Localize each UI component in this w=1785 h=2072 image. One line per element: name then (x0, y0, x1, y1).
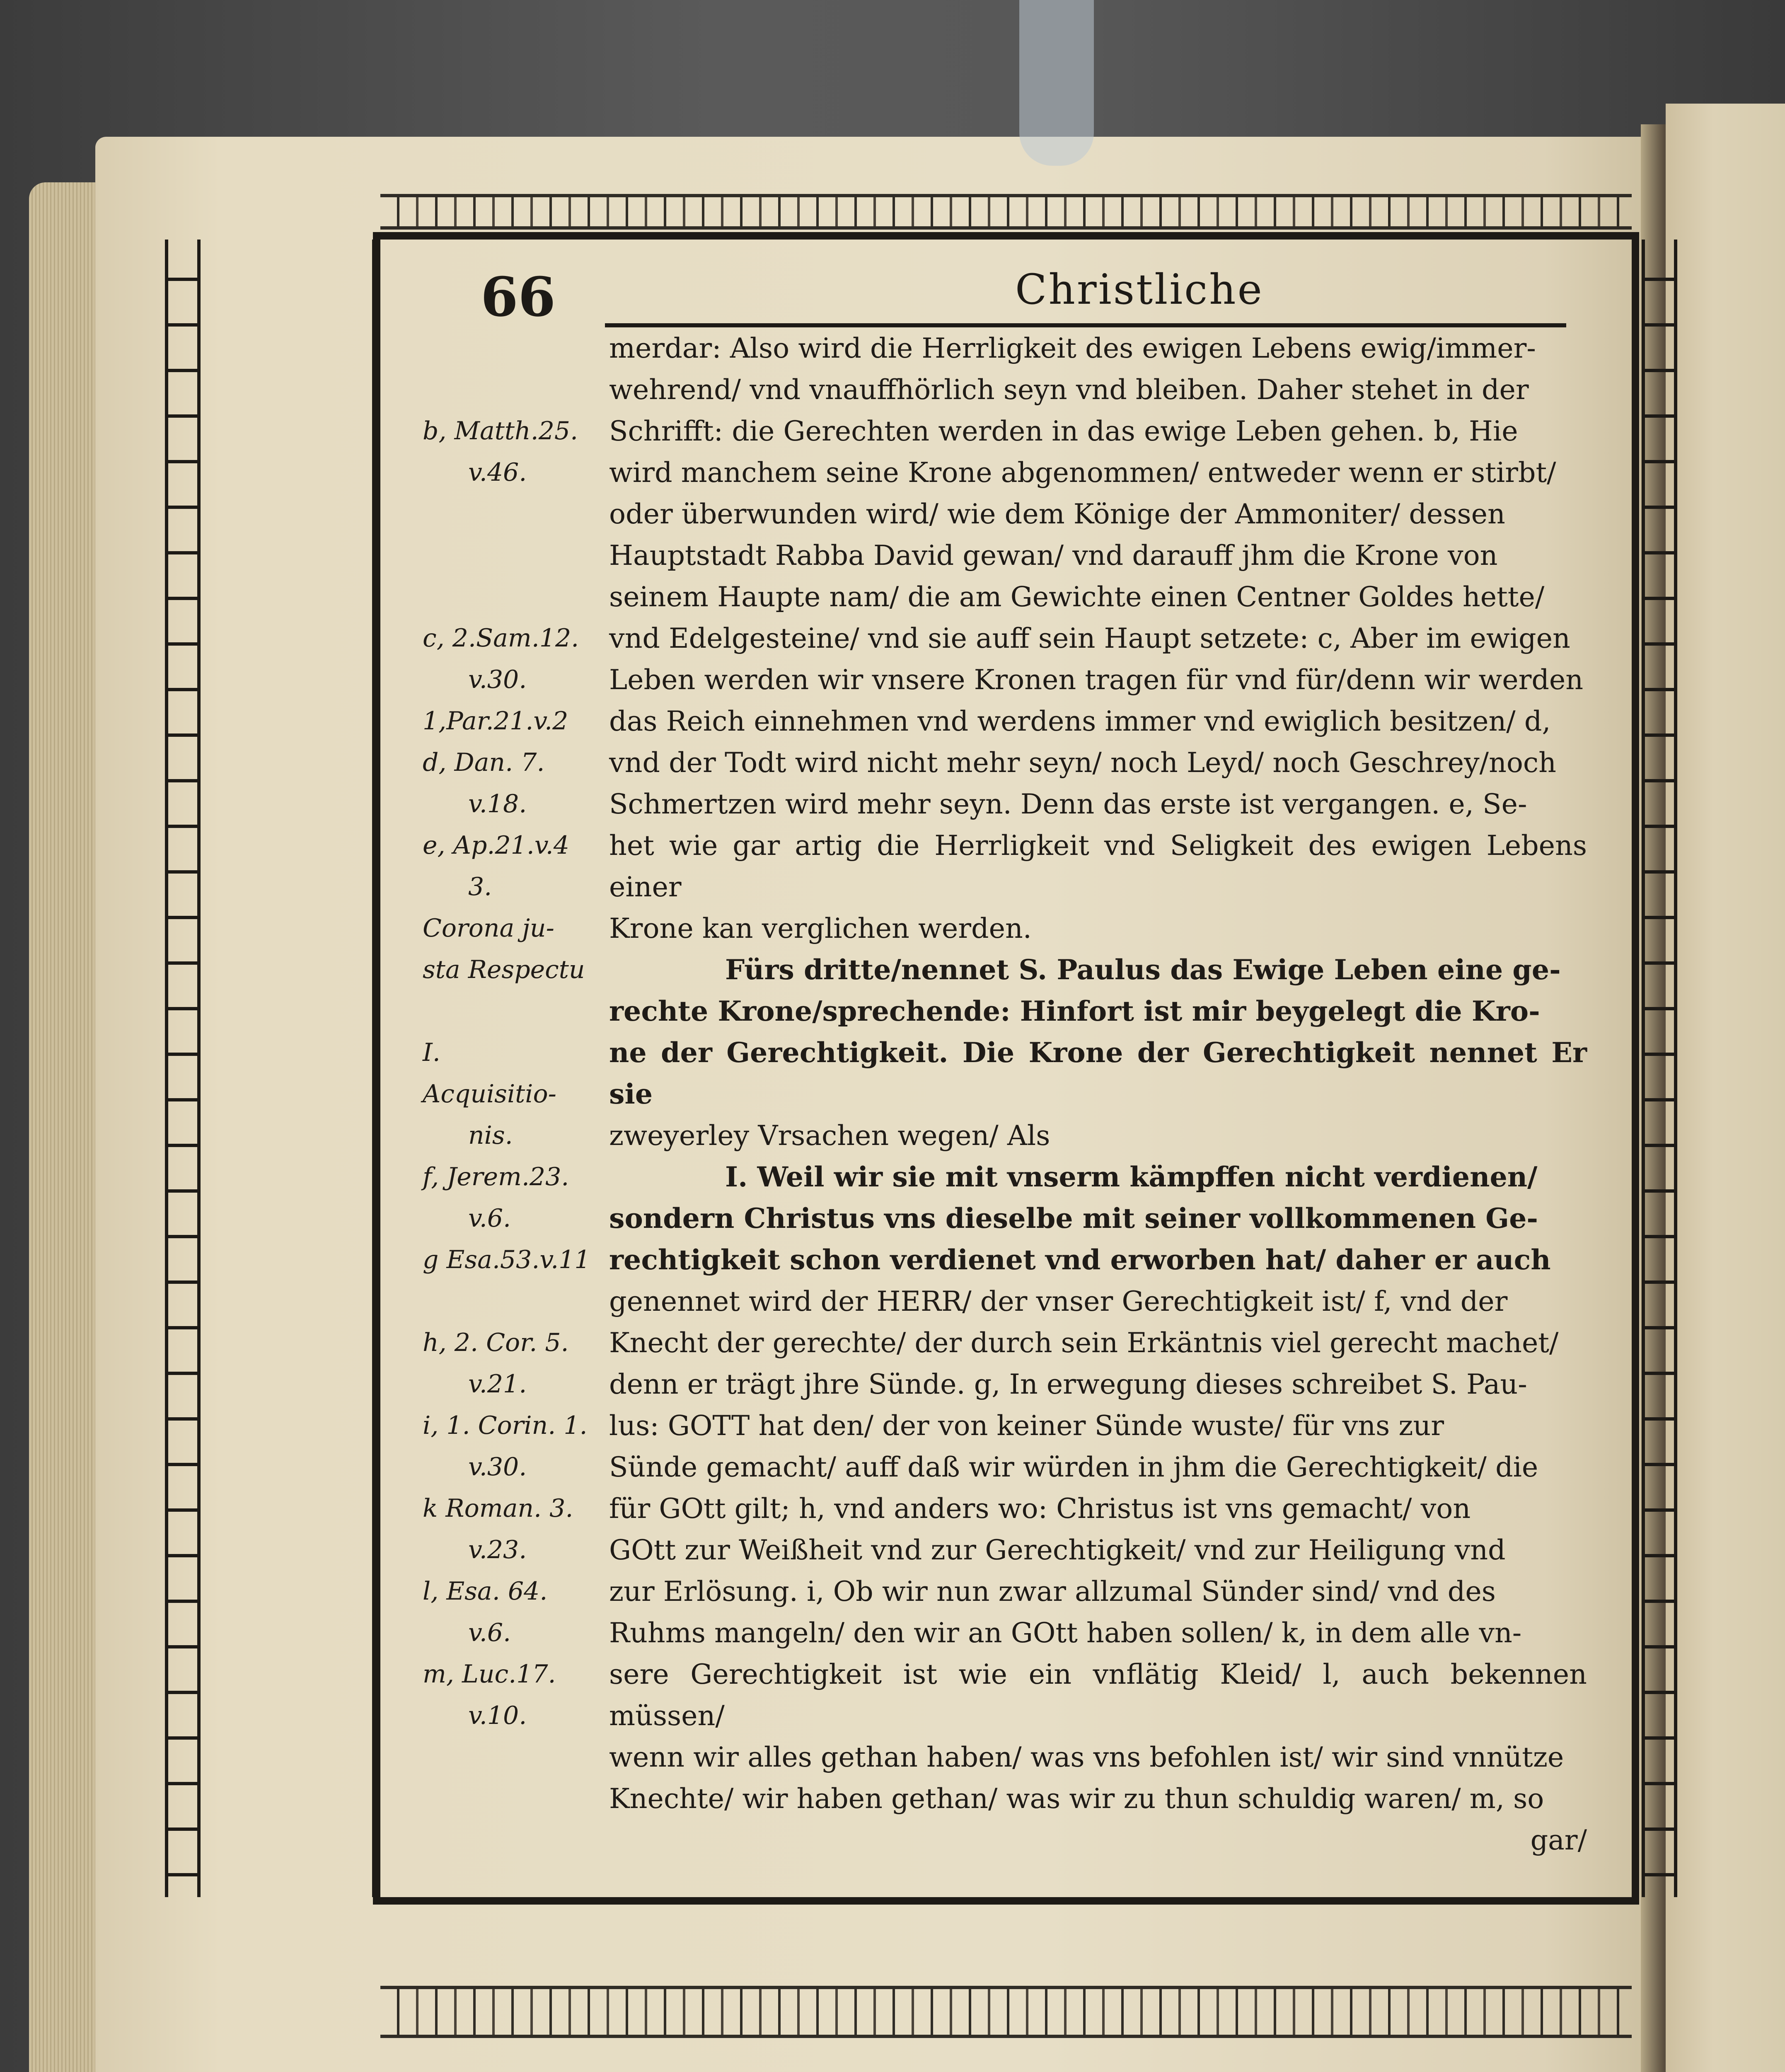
body-line: wehrend/ vnd vnauffhörlich seyn vnd bleiben. Daher stehet in der (609, 373, 1529, 406)
body-line: vnd der Todt wird nicht mehr seyn/ noch Leyd/ noch Geschrey/noch (609, 746, 1557, 779)
marginal-note: v.30. (468, 1452, 527, 1481)
body-line: denn er trägt jhre Sünde. g, In erwegung dieses schreibet S. Pau- (609, 1368, 1527, 1400)
body-line: GOtt zur Weißheit vnd zur Gerechtigkeit/ vnd zur Heiligung vnd (609, 1534, 1506, 1566)
marginal-note: c, 2.Sam.12. (423, 624, 579, 653)
marginal-note: d, Dan. 7. (423, 748, 545, 777)
body-line: Fürs dritte/nennet S. Paulus das Ewige Leben eine ge- (725, 954, 1561, 986)
body-line: gar/ (1530, 1824, 1587, 1856)
marginal-note: f, Jerem.23. (423, 1162, 569, 1191)
marginal-note: i, 1. Corin. 1. (423, 1411, 588, 1440)
book-clip-top (1019, 0, 1094, 166)
body-line: wird manchem seine Krone abgenommen/ entweder wenn er stirbt/ (609, 456, 1556, 489)
body-line: Ruhms mangeln/ den wir an GOtt haben sollen/ k, in dem alle vn- (609, 1617, 1522, 1649)
body-line: das Reich einnehmen vnd werdens immer vnd ewiglich besitzen/ d, (609, 705, 1551, 737)
body-line: zweyerley Vrsachen wegen/ Als (609, 1119, 1050, 1152)
body-line: sere Gerechtigkeit ist wie ein vnflätig Kleid/ l, auch bekennen müssen/ (609, 1658, 1587, 1732)
body-line: Hauptstadt Rabba David gewan/ vnd darauff jhm die Krone von (609, 539, 1498, 571)
marginal-note: v.46. (468, 458, 527, 487)
body-line: Knechte/ wir haben gethan/ was wir zu thun schuldig waren/ m, so (609, 1782, 1544, 1815)
marginal-note: e, Ap.21.v.4 (423, 831, 569, 860)
marginal-note: Corona ju- (423, 914, 554, 943)
body-line: seinem Haupte nam/ die am Gewichte einen Centner Goldes hette/ (609, 581, 1545, 613)
marginal-note: v.21. (468, 1370, 527, 1399)
running-title: Christliche (1015, 265, 1264, 314)
marginal-note: b, Matth.25. (423, 416, 578, 445)
body-line: Knecht der gerechte/ der durch sein Erkäntnis viel gerecht machet/ (609, 1326, 1559, 1359)
body-line: für GOtt gilt; h, vnd anders wo: Christus ist vns gemacht/ von (609, 1492, 1471, 1525)
marginal-note: v.30. (468, 665, 527, 694)
marginal-note: v.6. (468, 1204, 511, 1233)
body-line: genennet wird der HERR/ der vnser Gerechtigkeit ist/ f, vnd der (609, 1285, 1508, 1317)
body-line: zur Erlösung. i, Ob wir nun zwar allzumal Sünder sind/ vnd des (609, 1575, 1496, 1607)
marginal-note: h, 2. Cor. 5. (423, 1328, 569, 1357)
marginal-note: v.10. (468, 1701, 527, 1730)
body-line: Schmertzen wird mehr seyn. Denn das erste ist vergangen. e, Se- (609, 788, 1527, 820)
body-line: rechtigkeit schon verdienet vnd erworben hat/ daher er auch (609, 1244, 1551, 1276)
marginal-note: k Roman. 3. (423, 1494, 573, 1523)
marginal-note: v.18. (468, 789, 527, 818)
body-line: oder überwunden wird/ wie dem Könige der Ammoniter/ dessen (609, 498, 1505, 530)
marginal-note: Acquisitio- (423, 1080, 556, 1109)
page-number: 66 (481, 265, 556, 329)
header-rule (605, 323, 1566, 327)
frame-bottom-ornament (380, 1986, 1632, 2038)
marginal-note: v.6. (468, 1618, 511, 1647)
marginal-note: 3. (468, 872, 492, 901)
marginal-note: m, Luc.17. (423, 1660, 556, 1689)
marginal-note: sta Respectu (423, 955, 585, 984)
body-line: vnd Edelgesteine/ vnd sie auff sein Haupt setzete: c, Aber im ewigen (609, 622, 1570, 654)
marginal-note: 1,Par.21.v.2 (423, 707, 568, 736)
body-line: Krone kan verglichen werden. (609, 912, 1032, 944)
body-line: het wie gar artig die Herrligkeit vnd Seligkeit des ewigen Lebens einer (609, 829, 1587, 903)
body-line: lus: GOTT hat den/ der von keiner Sünde wuste/ für vns zur (609, 1409, 1444, 1442)
marginal-note: nis. (468, 1121, 513, 1150)
frame-right-ornament (1642, 240, 1677, 1897)
marginal-note: g Esa.53.v.11 (423, 1245, 590, 1274)
frame-top-ornament (380, 194, 1632, 230)
margin-column-rule (372, 240, 376, 1897)
marginal-note: I. (423, 1038, 440, 1067)
frame-left-ornament (165, 240, 201, 1897)
body-line: ne der Gerechtigkeit. Die Krone der Gerechtigkeit nennet Er sie (609, 1036, 1587, 1110)
body-line: Leben werden wir vnsere Kronen tragen für vnd für/denn wir werden (609, 663, 1584, 696)
marginal-note: l, Esa. 64. (423, 1577, 548, 1606)
body-line: merdar: Also wird die Herrligkeit des ewigen Lebens ewig/immer- (609, 332, 1536, 364)
facing-page-edge (1666, 104, 1785, 2072)
marginal-note: v.23. (468, 1535, 527, 1564)
body-line: wenn wir alles gethan haben/ was vns befohlen ist/ wir sind vnnütze (609, 1741, 1564, 1773)
body-line: rechte Krone/sprechende: Hinfort ist mir beygelegt die Kro- (609, 995, 1540, 1027)
body-line: Schrifft: die Gerechten werden in das ewige Leben gehen. b, Hie (609, 415, 1518, 447)
body-line: I. Weil wir sie mit vnserm kämpffen nicht verdienen/ (725, 1161, 1538, 1193)
body-text-block (609, 327, 1587, 1861)
body-line: Sünde gemacht/ auff daß wir würden in jhm die Gerechtigkeit/ die (609, 1451, 1538, 1483)
body-line: sondern Christus vns dieselbe mit seiner vollkommenen Ge- (609, 1202, 1538, 1234)
